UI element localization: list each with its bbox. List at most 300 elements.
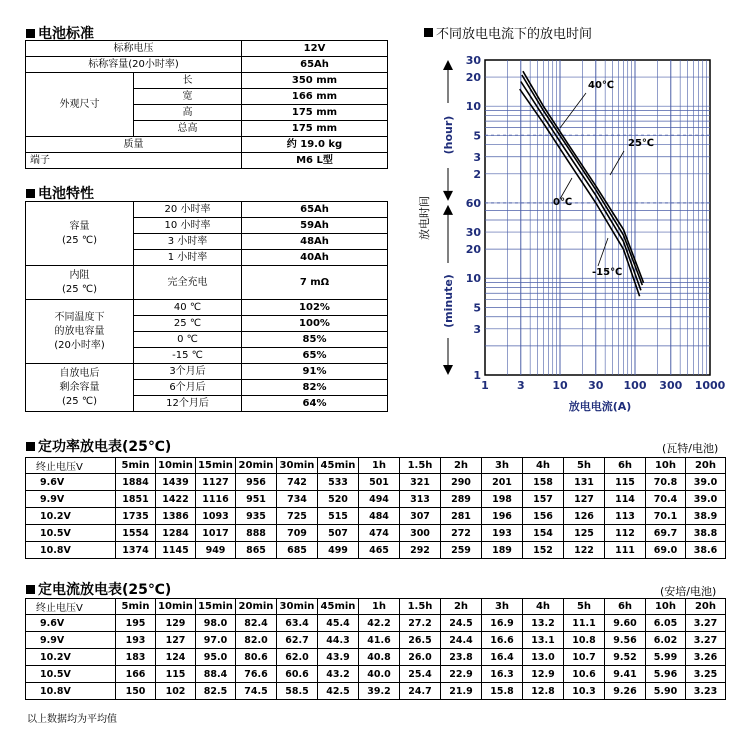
- table-cell: 290: [441, 474, 482, 491]
- table-header-cell: 2h: [441, 458, 482, 474]
- table-cell: 152: [523, 542, 564, 559]
- table-cell: 156: [523, 508, 564, 525]
- series-label: -15℃: [592, 267, 623, 278]
- table-cell: 38.6: [686, 542, 726, 559]
- resistance-group-label: [26, 266, 134, 300]
- table-cell: 23.8: [441, 649, 482, 666]
- table-header-row: [26, 599, 726, 615]
- table-header-cell: 30min: [277, 458, 318, 474]
- square-bullet-icon: [26, 442, 35, 451]
- sd-label-line1: 自放电后: [59, 367, 100, 379]
- table-cell: 41.6: [359, 632, 400, 649]
- table-header-cell: 30min: [277, 599, 318, 615]
- table-header-cell: 1h: [359, 458, 400, 474]
- table-header-cell: 终止电压V: [26, 458, 116, 474]
- table-header-cell: 终止电压V: [26, 599, 116, 615]
- y-axis-title: 放电时间: [418, 196, 431, 240]
- weight-label: 质量: [26, 137, 242, 153]
- table-cell: 157: [523, 491, 564, 508]
- rate-1h-label: 1 小时率: [134, 250, 242, 266]
- table-header-cell: 1.5h: [400, 599, 441, 615]
- resistance-value: 7 mΩ: [242, 266, 388, 300]
- table-cell: 16.3: [482, 666, 523, 683]
- y-tick-label: 1: [473, 369, 481, 382]
- power-table-title: [26, 436, 171, 456]
- table-header-cell: 15min: [196, 458, 236, 474]
- series-label: 0℃: [553, 197, 573, 208]
- table-cell: 15.8: [482, 683, 523, 700]
- table-cell: 6.05: [646, 615, 686, 632]
- table-cell: 10.6: [564, 666, 605, 683]
- table-cell: 1284: [156, 525, 196, 542]
- table-header-cell: 10h: [646, 458, 686, 474]
- table-row: [26, 525, 726, 542]
- current-discharge-table: [25, 598, 726, 700]
- table-cell: 126: [564, 508, 605, 525]
- table-cell: 10.3: [564, 683, 605, 700]
- table-cell: 82.4: [236, 615, 277, 632]
- table-cell: 685: [277, 542, 318, 559]
- table-cell: 272: [441, 525, 482, 542]
- table-header-row: [26, 458, 726, 474]
- table-cell: 13.0: [523, 649, 564, 666]
- table-cell: 307: [400, 508, 441, 525]
- table-cell: 709: [277, 525, 318, 542]
- chart-title: 不同放电电流下的放电时间: [436, 27, 593, 42]
- table-cell: 1374: [116, 542, 156, 559]
- table-cell: 3.25: [686, 666, 726, 683]
- temp-25-value: 100%: [242, 316, 388, 332]
- square-bullet-icon: [424, 28, 433, 37]
- table-cell: 734: [277, 491, 318, 508]
- terminal-label: 端子: [26, 153, 242, 169]
- table-header-cell: 6h: [605, 599, 646, 615]
- table-cell: 195: [116, 615, 156, 632]
- table-cell: 13.2: [523, 615, 564, 632]
- footnote: 以上数据均为平均值: [27, 714, 117, 725]
- spec-row-capacity: [26, 57, 388, 73]
- voltage-label: 标称电压: [26, 41, 242, 57]
- table-cell: 16.6: [482, 632, 523, 649]
- y-tick-label: 5: [473, 129, 481, 143]
- dimensions-label: 外观尺寸: [26, 73, 134, 137]
- temp-label-line3: (20小时率): [54, 339, 105, 351]
- y-tick-label: 2: [473, 167, 481, 181]
- table-cell: 74.5: [236, 683, 277, 700]
- table-header-cell: 45min: [318, 458, 359, 474]
- table-cell: 122: [564, 542, 605, 559]
- table-cell: 43.9: [318, 649, 359, 666]
- current-title-text: 定电流放电表(25℃): [38, 582, 172, 598]
- table-cell: 3.26: [686, 649, 726, 666]
- temp-40-value: 102%: [242, 300, 388, 316]
- capacity-label-line1: 容量: [69, 220, 90, 232]
- table-cell: 3.27: [686, 632, 726, 649]
- table-cell: 97.0: [196, 632, 236, 649]
- table-header-cell: 1.5h: [400, 458, 441, 474]
- table-cell: 62.0: [277, 649, 318, 666]
- table-cell: 507: [318, 525, 359, 542]
- table-cell: 9.52: [605, 649, 646, 666]
- table-cell: 76.6: [236, 666, 277, 683]
- table-cell: 88.4: [196, 666, 236, 683]
- y-tick-label: 60: [465, 196, 481, 210]
- table-cell: 1093: [196, 508, 236, 525]
- table-cell: 10.8: [564, 632, 605, 649]
- table-cell: 533: [318, 474, 359, 491]
- temp-40-label: 40 ℃: [134, 300, 242, 316]
- self-discharge-group-label: [26, 364, 134, 412]
- temp-label-line1: 不同温度下: [54, 311, 105, 323]
- table-header-cell: 5min: [116, 599, 156, 615]
- table-row: [26, 649, 726, 666]
- table-cell: 494: [359, 491, 400, 508]
- table-cell: 27.2: [400, 615, 441, 632]
- total-height-value: 175 mm: [242, 121, 388, 137]
- length-value: 350 mm: [242, 73, 388, 89]
- table-cell: 24.7: [400, 683, 441, 700]
- current-table-title: [26, 579, 171, 599]
- x-tick-label: 30: [588, 379, 604, 392]
- cutoff-voltage-cell: 9.9V: [26, 632, 116, 649]
- table-cell: 111: [605, 542, 646, 559]
- table-cell: 25.4: [400, 666, 441, 683]
- table-cell: 474: [359, 525, 400, 542]
- cutoff-voltage-cell: 9.6V: [26, 615, 116, 632]
- table-row: [26, 683, 726, 700]
- table-header-cell: 3h: [482, 458, 523, 474]
- table-cell: 951: [236, 491, 277, 508]
- table-cell: 127: [156, 632, 196, 649]
- table-cell: 58.5: [277, 683, 318, 700]
- table-row: [26, 508, 726, 525]
- table-cell: 82.0: [236, 632, 277, 649]
- capacity-group-label: [26, 202, 134, 266]
- table-cell: 725: [277, 508, 318, 525]
- table-cell: 60.6: [277, 666, 318, 683]
- chart-grid: [485, 60, 710, 375]
- table-cell: 3.23: [686, 683, 726, 700]
- table-cell: 95.0: [196, 649, 236, 666]
- voltage-value: 12V: [242, 41, 388, 57]
- table-cell: 11.1: [564, 615, 605, 632]
- rate-3h-value: 48Ah: [242, 234, 388, 250]
- table-cell: 39.2: [359, 683, 400, 700]
- table-cell: 1017: [196, 525, 236, 542]
- x-axis-title: 放电电流(A): [568, 400, 632, 413]
- cutoff-voltage-cell: 10.5V: [26, 666, 116, 683]
- table-cell: 102: [156, 683, 196, 700]
- rate-10h-value: 59Ah: [242, 218, 388, 234]
- resistance-condition: 完全充电: [134, 266, 242, 300]
- cutoff-voltage-cell: 10.5V: [26, 525, 116, 542]
- sd-3m-label: 3个月后: [134, 364, 242, 380]
- table-cell: 865: [236, 542, 277, 559]
- table-header-cell: 3h: [482, 599, 523, 615]
- x-tick-label: 3: [516, 379, 525, 392]
- table-cell: 40.8: [359, 649, 400, 666]
- terminal-value: M6 L型: [242, 153, 388, 169]
- table-cell: 742: [277, 474, 318, 491]
- table-cell: 154: [523, 525, 564, 542]
- temp-0-value: 85%: [242, 332, 388, 348]
- table-cell: 112: [605, 525, 646, 542]
- table-cell: 16.4: [482, 649, 523, 666]
- table-row: [26, 542, 726, 559]
- table-cell: 9.56: [605, 632, 646, 649]
- table-cell: 115: [605, 474, 646, 491]
- table-header-cell: 20min: [236, 458, 277, 474]
- table-row: [26, 666, 726, 683]
- square-bullet-icon: [26, 29, 35, 38]
- table-cell: 281: [441, 508, 482, 525]
- cutoff-voltage-cell: 9.9V: [26, 491, 116, 508]
- capacity-label: 标称容量(20小时率): [26, 57, 242, 73]
- table-cell: 501: [359, 474, 400, 491]
- table-row: [26, 615, 726, 632]
- table-cell: 10.7: [564, 649, 605, 666]
- temp-25-label: 25 ℃: [134, 316, 242, 332]
- table-cell: 300: [400, 525, 441, 542]
- spec-table: [25, 40, 388, 169]
- resistance-label-line2: (25 ℃): [62, 283, 97, 295]
- table-row: [26, 474, 726, 491]
- sd-label-line2: 剩余容量: [59, 381, 100, 393]
- table-cell: 5.90: [646, 683, 686, 700]
- capacity-label-line2: (25 ℃): [62, 234, 97, 246]
- rate-20h-label: 20 小时率: [134, 202, 242, 218]
- table-cell: 484: [359, 508, 400, 525]
- temp-capacity-group-label: [26, 300, 134, 364]
- x-tick-label: 1000: [694, 379, 726, 392]
- table-cell: 42.5: [318, 683, 359, 700]
- sd-12m-label: 12个月后: [134, 396, 242, 412]
- y-unit-minute: (minute): [442, 274, 455, 328]
- table-cell: 13.1: [523, 632, 564, 649]
- arrow-down-icon: [443, 191, 453, 201]
- table-header-cell: 1h: [359, 599, 400, 615]
- table-cell: 201: [482, 474, 523, 491]
- table-header-cell: 10min: [156, 458, 196, 474]
- y-tick-label: 30: [465, 54, 481, 67]
- x-tick-label: 100: [623, 379, 647, 392]
- table-header-cell: 45min: [318, 599, 359, 615]
- square-bullet-icon: [26, 189, 35, 198]
- table-cell: 63.4: [277, 615, 318, 632]
- cutoff-voltage-cell: 10.2V: [26, 649, 116, 666]
- cutoff-voltage-cell: 10.8V: [26, 542, 116, 559]
- table-cell: 292: [400, 542, 441, 559]
- temp-minus15-value: 65%: [242, 348, 388, 364]
- cutoff-voltage-cell: 9.6V: [26, 474, 116, 491]
- table-cell: 40.0: [359, 666, 400, 683]
- series-label: 40℃: [588, 80, 615, 91]
- table-header-cell: 5h: [564, 458, 605, 474]
- table-cell: 44.3: [318, 632, 359, 649]
- plot-area: [485, 60, 710, 375]
- capacity-value: 65Ah: [242, 57, 388, 73]
- arrow-down-icon: [443, 365, 453, 375]
- chart-section-title: [424, 23, 592, 42]
- table-cell: 888: [236, 525, 277, 542]
- table-cell: 115: [156, 666, 196, 683]
- width-value: 166 mm: [242, 89, 388, 105]
- x-tick-label: 1: [481, 379, 489, 392]
- table-cell: 1735: [116, 508, 156, 525]
- char-section-title: [26, 183, 94, 203]
- y-tick-label: 10: [465, 100, 481, 114]
- table-cell: 39.0: [686, 474, 726, 491]
- table-header-cell: 15min: [196, 599, 236, 615]
- table-cell: 183: [116, 649, 156, 666]
- length-label: 长: [134, 73, 242, 89]
- table-cell: 42.2: [359, 615, 400, 632]
- table-cell: 520: [318, 491, 359, 508]
- spec-row-terminal: [26, 153, 388, 169]
- table-cell: 24.5: [441, 615, 482, 632]
- table-cell: 193: [482, 525, 523, 542]
- char-title-text: 电池特性: [38, 186, 94, 202]
- table-cell: 321: [400, 474, 441, 491]
- table-cell: 465: [359, 542, 400, 559]
- sd-3m-value: 91%: [242, 364, 388, 380]
- spec-row-voltage: [26, 41, 388, 57]
- table-cell: 82.5: [196, 683, 236, 700]
- table-cell: 80.6: [236, 649, 277, 666]
- x-tick-label: 300: [659, 379, 683, 392]
- table-cell: 113: [605, 508, 646, 525]
- char-table: [25, 201, 388, 412]
- table-cell: 38.8: [686, 525, 726, 542]
- sd-6m-value: 82%: [242, 380, 388, 396]
- table-cell: 125: [564, 525, 605, 542]
- spec-title-text: 电池标准: [38, 26, 94, 42]
- table-cell: 39.0: [686, 491, 726, 508]
- y-unit-hour: (hour): [442, 115, 455, 155]
- table-header-cell: 6h: [605, 458, 646, 474]
- table-cell: 1439: [156, 474, 196, 491]
- table-cell: 1554: [116, 525, 156, 542]
- table-cell: 259: [441, 542, 482, 559]
- table-cell: 1884: [116, 474, 156, 491]
- table-cell: 98.0: [196, 615, 236, 632]
- table-cell: 193: [116, 632, 156, 649]
- table-cell: 70.8: [646, 474, 686, 491]
- cutoff-voltage-cell: 10.8V: [26, 683, 116, 700]
- width-label: 宽: [134, 89, 242, 105]
- table-cell: 198: [482, 491, 523, 508]
- table-cell: 21.9: [441, 683, 482, 700]
- table-cell: 9.26: [605, 683, 646, 700]
- table-cell: 24.4: [441, 632, 482, 649]
- x-tick-label: 10: [552, 379, 568, 392]
- y-tick-label: 20: [465, 71, 481, 85]
- table-cell: 129: [156, 615, 196, 632]
- table-cell: 131: [564, 474, 605, 491]
- rate-1h-value: 40Ah: [242, 250, 388, 266]
- y-tick-label: 3: [473, 322, 481, 336]
- table-header-cell: 20min: [236, 599, 277, 615]
- table-header-cell: 4h: [523, 599, 564, 615]
- table-cell: 935: [236, 508, 277, 525]
- table-cell: 114: [605, 491, 646, 508]
- table-cell: 166: [116, 666, 156, 683]
- table-header-cell: 20h: [686, 458, 726, 474]
- table-row: [26, 491, 726, 508]
- table-row: [26, 632, 726, 649]
- sd-12m-value: 64%: [242, 396, 388, 412]
- table-cell: 26.0: [400, 649, 441, 666]
- table-cell: 62.7: [277, 632, 318, 649]
- temp-minus15-label: -15 ℃: [134, 348, 242, 364]
- table-cell: 1145: [156, 542, 196, 559]
- table-cell: 45.4: [318, 615, 359, 632]
- spec-row-weight: [26, 137, 388, 153]
- table-cell: 499: [318, 542, 359, 559]
- power-title-text: 定功率放电表(25℃): [38, 439, 172, 455]
- table-header-cell: 20h: [686, 599, 726, 615]
- sd-label-line3: (25 ℃): [62, 395, 97, 407]
- y-tick-label: 20: [465, 243, 481, 257]
- resistance-label-line1: 内阻: [69, 269, 90, 281]
- table-cell: 22.9: [441, 666, 482, 683]
- y-tick-label: 10: [465, 272, 481, 286]
- table-cell: 1386: [156, 508, 196, 525]
- table-header-cell: 5min: [116, 458, 156, 474]
- table-header-cell: 2h: [441, 599, 482, 615]
- power-unit-note: (瓦特/电池): [662, 442, 719, 455]
- total-height-label: 总高: [134, 121, 242, 137]
- table-cell: 70.1: [646, 508, 686, 525]
- current-unit-note: (安培/电池): [660, 585, 717, 598]
- table-cell: 12.8: [523, 683, 564, 700]
- table-cell: 150: [116, 683, 156, 700]
- table-cell: 16.9: [482, 615, 523, 632]
- rate-3h-label: 3 小时率: [134, 234, 242, 250]
- y-tick-label: 3: [473, 150, 481, 164]
- cutoff-voltage-cell: 10.2V: [26, 508, 116, 525]
- rate-10h-label: 10 小时率: [134, 218, 242, 234]
- table-cell: 6.02: [646, 632, 686, 649]
- table-cell: 127: [564, 491, 605, 508]
- table-cell: 38.9: [686, 508, 726, 525]
- square-bullet-icon: [26, 585, 35, 594]
- y-tick-label: 30: [465, 226, 481, 240]
- table-cell: 956: [236, 474, 277, 491]
- table-cell: 1422: [156, 491, 196, 508]
- spec-row-length: [26, 73, 388, 89]
- table-cell: 189: [482, 542, 523, 559]
- weight-value: 约 19.0 kg: [242, 137, 388, 153]
- rate-20h-value: 65Ah: [242, 202, 388, 218]
- table-cell: 289: [441, 491, 482, 508]
- table-cell: 313: [400, 491, 441, 508]
- table-header-cell: 10h: [646, 599, 686, 615]
- table-cell: 949: [196, 542, 236, 559]
- table-cell: 3.27: [686, 615, 726, 632]
- table-cell: 1851: [116, 491, 156, 508]
- table-cell: 1116: [196, 491, 236, 508]
- table-cell: 5.96: [646, 666, 686, 683]
- table-cell: 9.41: [605, 666, 646, 683]
- table-cell: 1127: [196, 474, 236, 491]
- power-discharge-table: [25, 457, 726, 559]
- table-header-cell: 4h: [523, 458, 564, 474]
- table-cell: 43.2: [318, 666, 359, 683]
- table-cell: 26.5: [400, 632, 441, 649]
- sd-6m-label: 6个月后: [134, 380, 242, 396]
- table-cell: 9.60: [605, 615, 646, 632]
